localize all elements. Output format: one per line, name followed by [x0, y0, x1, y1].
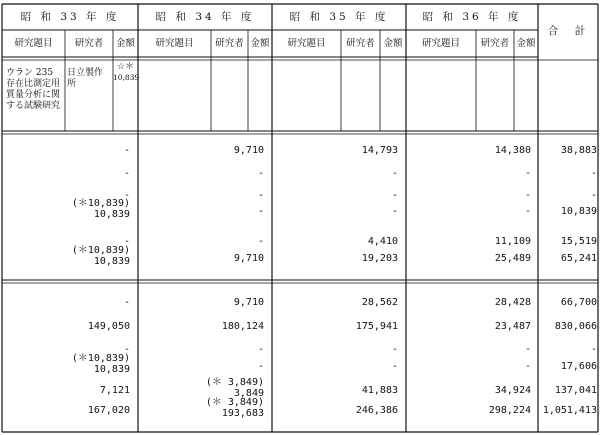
- group2-row-2-y34: -: [257, 344, 264, 355]
- group1-row-0-total: 38,883: [560, 145, 597, 156]
- subheader-topic-34: 研究題目: [155, 38, 194, 49]
- group1-row-2-y36: -: [524, 190, 531, 201]
- group1-row-1-y34: -: [257, 168, 264, 179]
- group1-row-3-y33: 10,839: [93, 209, 130, 220]
- group2-row-1-y36: 23,487: [494, 321, 531, 332]
- group2-row-5-y36: 298,224: [488, 405, 531, 416]
- group2-row-5-y33: 167,020: [87, 405, 130, 416]
- subheader-researcher-33: 研究者: [74, 38, 104, 49]
- group2-row-3-y33-paren: (＊10,839): [71, 353, 130, 364]
- group2-row-4-y36: 34,924: [494, 385, 531, 396]
- group2-row-4-y34: 3,849: [233, 388, 264, 399]
- group1-row-1-y33: -: [123, 168, 130, 179]
- group2-row-2-y36: -: [524, 344, 531, 355]
- group2-row-5-y35: 246,386: [355, 405, 398, 416]
- subheader-topic-35: 研究題目: [287, 38, 326, 49]
- group2-row-0-y36: 28,428: [494, 297, 531, 308]
- group1-row-5-y33-paren: (＊10,839): [71, 245, 130, 256]
- group2-row-3-total: 17,606: [560, 361, 597, 372]
- group2-row-2-y33: -: [123, 344, 130, 355]
- group2-row-2-y35: -: [391, 344, 398, 355]
- header-total: 合 計: [547, 25, 589, 37]
- group2-row-0-y35: 28,562: [361, 297, 398, 308]
- subheader-topic-33: 研究題目: [14, 38, 53, 49]
- group2-row-4-y33: 7,121: [99, 385, 130, 396]
- group2-row-3-y33: 10,839: [93, 364, 130, 375]
- group1-row-5-y33: 10,839: [93, 256, 130, 267]
- group2-row-4-total: 137,041: [554, 385, 597, 396]
- group1-row-3-total: 10,839: [560, 206, 597, 217]
- group1-row-4-y33: -: [123, 236, 130, 247]
- group2-row-1-y35: 175,941: [355, 321, 398, 332]
- group1-row-5-y34: 9,710: [233, 253, 264, 264]
- header-year-35: 昭 和 35 年 度: [289, 11, 389, 23]
- group1-row-0-y35: 14,793: [361, 145, 398, 156]
- group1-row-3-y36: -: [524, 206, 531, 217]
- subheader-researcher-36: 研究者: [480, 38, 510, 49]
- group1-row-2-y34: -: [257, 190, 264, 201]
- group2-row-5-total: 1,051,413: [542, 405, 597, 416]
- group2-row-1-y33: 149,050: [87, 321, 130, 332]
- group2-row-1-total: 830,066: [554, 321, 597, 332]
- group2-row-0-total: 66,700: [560, 297, 597, 308]
- group1-row-5-y36: 25,489: [494, 253, 531, 264]
- group1-row-1-total: -: [590, 168, 597, 179]
- subheader-researcher-34: 研究者: [215, 38, 244, 49]
- header-year-34: 昭 和 34 年 度: [155, 11, 255, 23]
- group1-row-2-y33: -: [123, 190, 130, 201]
- group1-row-3-y33-paren: (＊10,839): [71, 198, 130, 209]
- group1-row-4-y35: 4,410: [367, 236, 398, 247]
- group1-row-3-y34: -: [257, 206, 264, 217]
- group1-row-5-y35: 19,203: [361, 253, 398, 264]
- group2-row-1-y34: 180,124: [221, 321, 264, 332]
- subheader-amount-36: 金額: [516, 38, 536, 49]
- subheader-amount-33: 金額: [115, 38, 135, 49]
- group2-row-3-y34: -: [257, 361, 264, 372]
- project-amount: 10,839: [113, 73, 140, 82]
- group2-row-3-y35: -: [391, 361, 398, 372]
- group1-row-4-total: 15,519: [560, 236, 597, 247]
- group1-row-2-total: -: [590, 190, 597, 201]
- group2-row-4-y34-paren: (＊ 3,849): [205, 377, 264, 388]
- project-amount-mark: ☆＊: [116, 62, 135, 72]
- group1-row-1-y36: -: [524, 168, 531, 179]
- subheader-researcher-35: 研究者: [346, 38, 375, 49]
- group1-row-1-y35: -: [391, 168, 398, 179]
- group2-row-4-y35: 41,883: [361, 385, 398, 396]
- group2-row-2-total: -: [590, 344, 597, 355]
- subheader-amount-35: 金額: [383, 38, 403, 49]
- group1-row-0-y34: 9,710: [233, 145, 264, 156]
- group1-row-4-y34: -: [257, 236, 264, 247]
- header-year-36: 昭 和 36 年 度: [422, 11, 522, 23]
- header-year-33: 昭 和 33 年 度: [20, 11, 120, 23]
- group1-row-0-y36: 14,380: [494, 145, 531, 156]
- group1-row-3-y35: -: [391, 206, 398, 217]
- project-researcher: 日立製作所: [67, 68, 104, 89]
- group1-row-4-y36: 11,109: [494, 236, 531, 247]
- group2-row-5-y34: 193,683: [221, 408, 264, 419]
- group2-row-0-y33: -: [123, 297, 130, 308]
- project-topic: ウラン 235 存在比測定用質量分析に関する試験研究: [6, 68, 61, 111]
- group2-row-5-y34-paren: (＊ 3,849): [205, 397, 264, 408]
- group1-row-5-total: 65,241: [560, 253, 597, 264]
- group1-row-2-y35: -: [391, 190, 398, 201]
- group1-row-0-y33: -: [123, 145, 130, 156]
- subheader-amount-34: 金額: [250, 38, 270, 49]
- group2-row-0-y34: 9,710: [233, 297, 264, 308]
- subheader-topic-36: 研究題目: [421, 38, 460, 49]
- group2-row-3-y36: -: [524, 361, 531, 372]
